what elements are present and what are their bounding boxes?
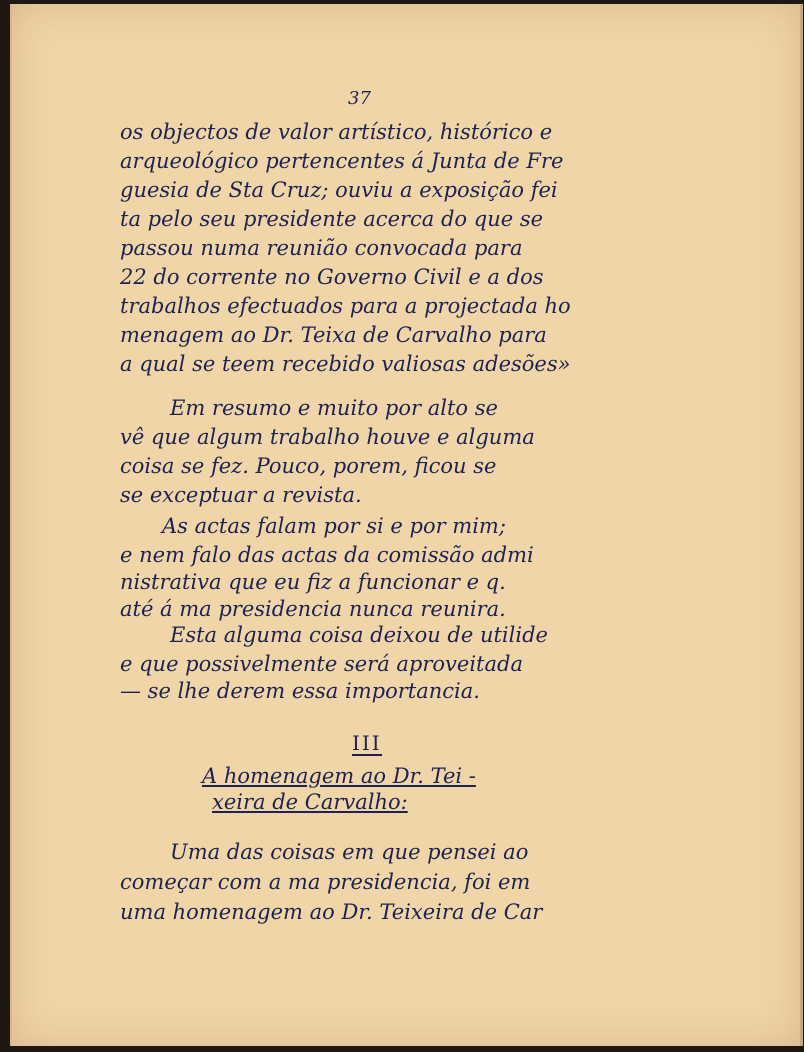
text-line: uma homenagem ao Dr. Teixeira de Car (120, 900, 543, 924)
text-line: até á ma presidencia nunca reunira. (120, 597, 506, 621)
text-line: 22 do corrente no Governo Civil e a dos (120, 265, 544, 289)
manuscript-page (10, 4, 803, 1046)
text-line: arqueológico pertencentes á Junta de Fre (120, 149, 564, 173)
section-numeral: III (352, 731, 382, 755)
text-line: guesia de Sta Cruz; ouviu a exposição fei (120, 178, 558, 202)
text-line: passou numa reunião convocada para (120, 236, 523, 260)
text-line: menagem ao Dr. Teixa de Carvalho para (120, 323, 547, 347)
section-heading: A homenagem ao Dr. Tei - (202, 764, 476, 788)
text-line: — se lhe derem essa importancia. (120, 679, 480, 703)
text-line: ta pelo seu presidente acerca do que se (120, 207, 544, 231)
text-line: nistrativa que eu fiz a funcionar e q. (120, 570, 506, 594)
text-line: os objectos de valor artístico, histórico e (120, 120, 553, 144)
text-line: vê que algum trabalho houve e alguma (120, 425, 535, 449)
page-number: 37 (348, 88, 371, 109)
text-line: se exceptuar a revista. (120, 483, 362, 507)
text-line: As actas falam por si e por mim; (162, 514, 506, 538)
text-line: e que possivelmente será aproveitada (120, 652, 523, 676)
text-line: e nem falo das actas da comissão admi (120, 543, 534, 567)
text-line: trabalhos efectuados para a projectada ho (120, 294, 571, 318)
text-line: começar com a ma presidencia, foi em (120, 870, 531, 894)
text-line: Esta alguma coisa deixou de utilide (170, 623, 548, 647)
section-heading: xeira de Carvalho: (212, 790, 408, 814)
text-line: a qual se teem recebido valiosas adesões» (120, 352, 571, 376)
text-line: Uma das coisas em que pensei ao (170, 840, 529, 864)
text-line: coisa se fez. Pouco, porem, ficou se (120, 454, 497, 478)
text-line: Em resumo e muito por alto se (170, 396, 498, 420)
